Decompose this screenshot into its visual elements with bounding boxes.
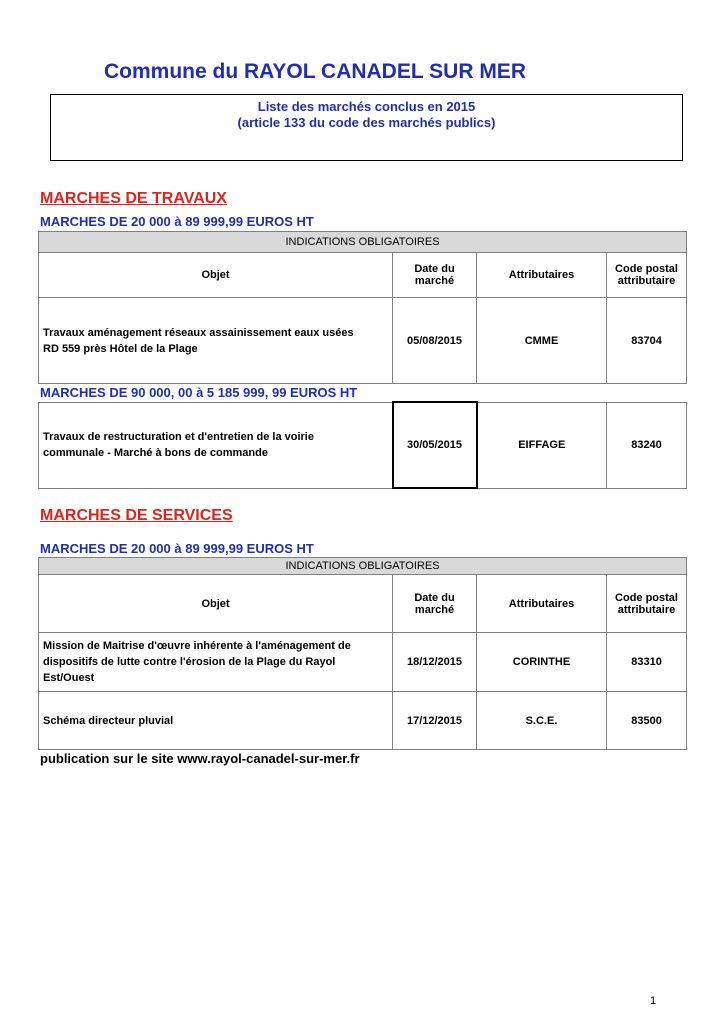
header-date xyxy=(393,575,477,633)
header-attributaires: Attributaires xyxy=(477,575,607,633)
cell-objet: Schéma directeur pluvial xyxy=(39,692,393,750)
travaux-tranche2-title: MARCHES DE 90 000, 00 à 5 185 999, 99 EUROS HT xyxy=(40,385,358,400)
table-header-row xyxy=(39,575,687,633)
cell-objet xyxy=(39,402,393,488)
header-cp-line1: Code postal xyxy=(615,263,678,275)
cell-date: 30/05/2015 xyxy=(393,402,477,488)
table-row xyxy=(39,633,687,692)
header-objet: Objet xyxy=(39,575,393,633)
section-title-travaux: MARCHES DE TRAVAUX xyxy=(40,190,227,207)
header-date-line1: Date du xyxy=(414,591,455,604)
page-title: Commune du RAYOL CANADEL SUR MER xyxy=(104,60,526,83)
page-number: 1 xyxy=(650,995,657,1007)
header-cp-line2: attributaire xyxy=(617,275,676,287)
objet-line: dispositifs de lutte contre l'érosion de la Plage du Rayol xyxy=(43,656,336,668)
section-title-services: MARCHES DE SERVICES xyxy=(40,507,233,524)
header-date-line2: marché xyxy=(414,275,455,287)
cell-date: 05/08/2015 xyxy=(393,298,477,384)
objet-line: RD 559 près Hôtel de la Plage xyxy=(43,342,198,355)
cell-objet xyxy=(39,298,393,384)
header-date xyxy=(393,253,477,298)
travaux-tranche2-table xyxy=(38,401,687,489)
cell-attributaire: CMME xyxy=(477,298,607,384)
table-header-row xyxy=(39,253,687,298)
cell-date: 18/12/2015 xyxy=(393,633,477,692)
header-attributaires: Attributaires xyxy=(477,253,607,298)
objet-line: Mission de Maitrise d'œuvre inhérente à l'aménagement de xyxy=(43,640,351,652)
objet-line: Est/Ouest xyxy=(43,672,95,684)
services-tranche1-title: MARCHES DE 20 000 à 89 999,99 EUROS HT xyxy=(40,541,314,556)
cell-code-postal: 83500 xyxy=(607,692,687,750)
table-row xyxy=(39,692,687,750)
cell-objet xyxy=(39,633,393,692)
travaux-tranche1-title: MARCHES DE 20 000 à 89 999,99 EUROS HT xyxy=(40,214,314,229)
cell-code-postal: 83240 xyxy=(607,402,687,488)
header-date-line1: Date du xyxy=(414,263,455,275)
intro-line-2: (article 133 du code des marchés publics) xyxy=(237,115,496,130)
header-cp-line2: attributaire xyxy=(617,603,676,616)
cell-attributaire: S.C.E. xyxy=(477,692,607,750)
cell-date: 17/12/2015 xyxy=(393,692,477,750)
table-row xyxy=(39,402,687,488)
cell-code-postal: 83704 xyxy=(607,298,687,384)
travaux-tranche1-table xyxy=(38,231,687,384)
cell-attributaire: CORINTHE xyxy=(477,633,607,692)
intro-line-1: Liste des marchés conclus en 2015 xyxy=(257,99,476,114)
objet-line: Travaux de restructuration et d'entretien de la voirie xyxy=(43,431,314,443)
objet-line: communale - Marché à bons de commande xyxy=(43,447,268,459)
objet-line: Travaux aménagement réseaux assainissement eaux usées xyxy=(43,326,354,339)
table-band: INDICATIONS OBLIGATOIRES xyxy=(39,558,687,575)
header-cp-line1: Code postal xyxy=(615,591,678,604)
publication-footer: publication sur le site www.rayol-canadel-sur-mer.fr xyxy=(40,751,360,766)
header-code-postal xyxy=(607,253,687,298)
cell-code-postal: 83310 xyxy=(607,633,687,692)
header-code-postal xyxy=(607,575,687,633)
header-date-line2: marché xyxy=(414,603,455,616)
header-objet: Objet xyxy=(39,253,393,298)
intro-box xyxy=(50,94,683,161)
table-band: INDICATIONS OBLIGATOIRES xyxy=(39,232,687,253)
table-row xyxy=(39,298,687,384)
services-tranche1-table xyxy=(38,557,687,750)
cell-attributaire: EIFFAGE xyxy=(477,402,607,488)
